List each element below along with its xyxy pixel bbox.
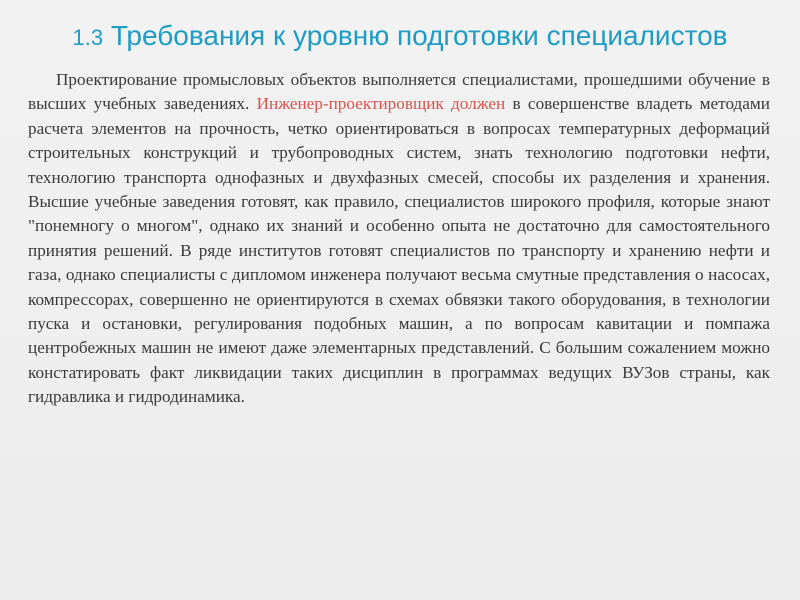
body-paragraph [28,68,770,410]
paragraph-highlight: Инженер-проектировщик должен [256,94,506,114]
title-text: Требования к уровню подготовки специалистов [103,20,728,51]
paragraph-part-2: в совершенстве владеть методами расчета элементов на прочность, четко ориентироваться в вопросах температурных деформаций строительных конструкций и трубопроводных систем, знать технологию подготовки нефти, технологию транспорта однофазных и двухфазных смесей, способы их разделения и хранения. Высшие учебные заведения готовят, как правило, специалистов широкого профиля, которые знают "понемногу о многом", однако их знаний и особенно опыта не достаточно для самостоятельного принятия решений. В ряде институтов готовят специалистов по транспорту и хранению нефти и газа, однако специалисты с дипломом инженера получают весьма смутные представления о насосах, компрессорах, совершенно не ориентируются в схемах обвязки такого оборудования, в технологии пуска и остановки, регулирования подобных машин, а по вопросам кавитации и помпажа центробежных машин не имеют даже элементарных представлений. С большим сожалением можно констатировать факт ликвидации таких дисциплин в программах ведущих ВУЗов страны, как гидравлика и гидродинамика. [28,94,770,407]
title-number: 1.3 [72,25,104,50]
paragraph-part-1: Проектирование промысловых объектов выполняется специалистами, прошедшими обучение в высших учебных заведениях. [28,70,770,114]
slide-title [60,18,740,56]
